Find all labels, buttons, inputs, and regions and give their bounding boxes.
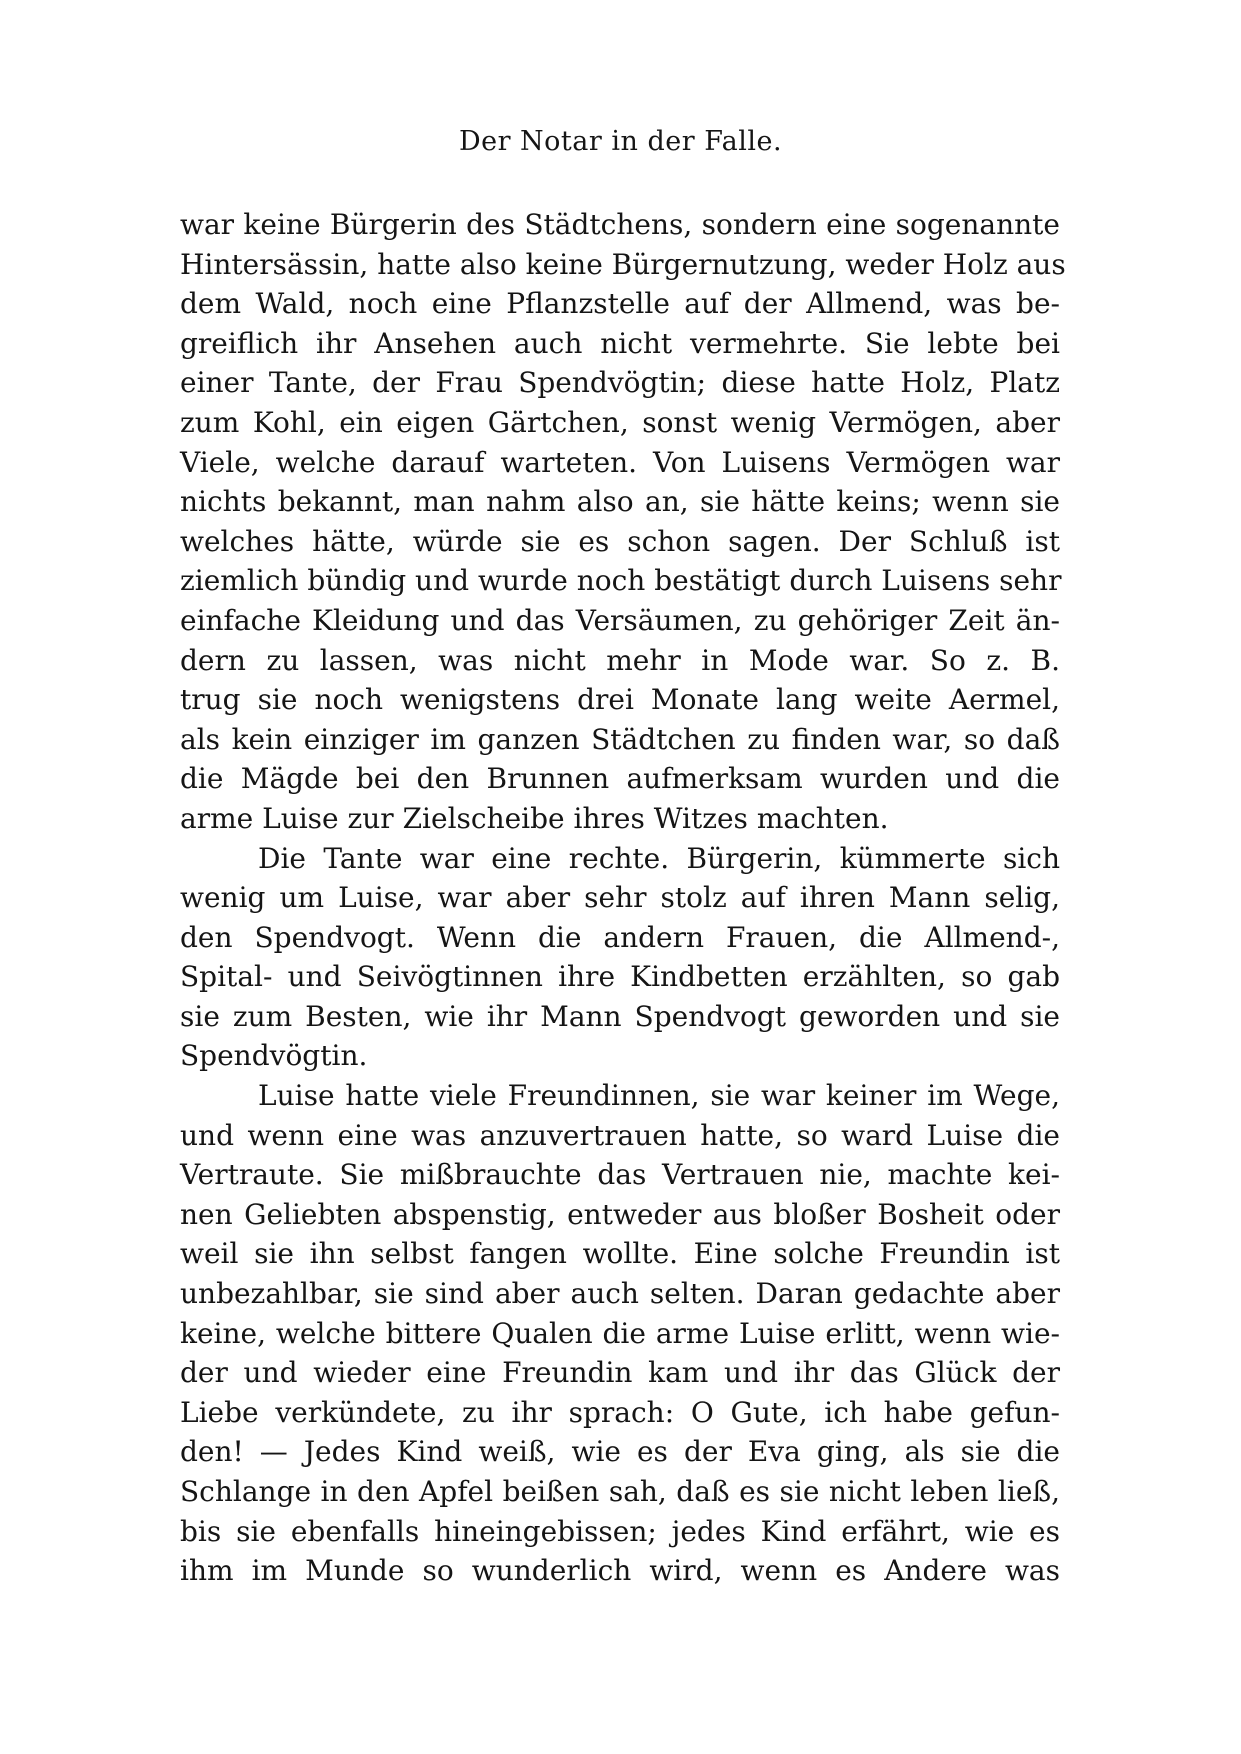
text-line: Spital- und Seivögtinnen ihre Kindbetten erzählten, so gab bbox=[180, 960, 1060, 994]
text-line: sie zum Besten, wie ihr Mann Spendvogt geworden und sie bbox=[180, 999, 1060, 1033]
text-line: den! — Jedes Kind weiß, wie es der Eva ging, als sie die bbox=[180, 1435, 1060, 1469]
text-line: die Mägde bei den Brunnen aufmerksam wurden und die bbox=[180, 762, 1060, 796]
text-line: ziemlich bündig und wurde noch bestätigt durch Luisens sehr bbox=[180, 564, 1062, 598]
text-line: keine, welche bittere Qualen die arme Luise erlitt, wenn wie- bbox=[180, 1316, 1060, 1350]
text-line: als kein einziger im ganzen Städtchen zu finden war, so daß bbox=[180, 722, 1060, 756]
text-line: Schlange in den Apfel beißen sah, daß es sie nicht leben ließ, bbox=[180, 1475, 1060, 1508]
text-line: nen Geliebten abspenstig, entweder aus bloßer Bosheit oder bbox=[180, 1197, 1060, 1231]
text-line: Hintersässin, hatte also keine Bürgernutzung, weder Holz aus bbox=[180, 247, 1066, 281]
text-line: nichts bekannt, man nahm also an, sie hätte keins; wenn sie bbox=[180, 485, 1060, 519]
text-line: Spendvögtin. bbox=[180, 1039, 368, 1073]
text-line: Liebe verkündete, zu ihr sprach: O Gute, ich habe gefun- bbox=[180, 1395, 1060, 1429]
text-line: zum Kohl, ein eigen Gärtchen, sonst wenig Vermögen, aber bbox=[180, 405, 1060, 439]
text-line: Vertraute. Sie mißbrauchte das Vertrauen nie, machte kei- bbox=[180, 1158, 1060, 1192]
text-line: greiflich ihr Ansehen auch nicht vermehrte. Sie lebte bei bbox=[180, 326, 1060, 360]
text-line: Die Tante war eine rechte. Bürgerin, kümmerte sich bbox=[258, 841, 1060, 875]
text-line: wenig um Luise, war aber sehr stolz auf ihren Mann selig, bbox=[180, 881, 1060, 915]
text-line: einfache Kleidung und das Versäumen, zu gehöriger Zeit än- bbox=[180, 603, 1060, 637]
text-line: unbezahlbar, sie sind aber auch selten. Daran gedachte aber bbox=[180, 1277, 1060, 1311]
text-line: den Spendvogt. Wenn die andern Frauen, die Allmend-, bbox=[180, 920, 1060, 954]
text-line: war keine Bürgerin des Städtchens, sondern eine sogenannte bbox=[180, 208, 1060, 241]
text-line: Viele, welche darauf warteten. Von Luisens Vermögen war bbox=[180, 445, 1060, 479]
text-line: einer Tante, der Frau Spendvögtin; diese hatte Holz, Platz bbox=[180, 366, 1060, 400]
running-head: Der Notar in der Falle. bbox=[458, 126, 783, 157]
text-line: welches hätte, würde sie es schon sagen. Der Schluß ist bbox=[180, 524, 1060, 558]
text-line: weil sie ihn selbst fangen wollte. Eine solche Freundin ist bbox=[180, 1237, 1060, 1271]
text-line: dern zu lassen, was nicht mehr in Mode war. So z. B. bbox=[180, 643, 1060, 677]
text-line: trug sie noch wenigstens drei Monate lang weite Aermel, bbox=[180, 683, 1060, 717]
text-line: arme Luise zur Zielscheibe ihres Witzes machten. bbox=[180, 801, 889, 835]
text-line: dem Wald, noch eine Pflanzstelle auf der Allmend, was be- bbox=[180, 287, 1060, 321]
text-line: bis sie ebenfalls hineingebissen; jedes Kind erfährt, wie es bbox=[180, 1514, 1060, 1548]
text-line: und wenn eine was anzuvertrauen hatte, so ward Luise die bbox=[180, 1118, 1060, 1152]
text-line: der und wieder eine Freundin kam und ihr das Glück der bbox=[180, 1356, 1060, 1390]
text-line: ihm im Munde so wunderlich wird, wenn es Andere was bbox=[180, 1554, 1060, 1588]
body-text bbox=[180, 205, 1066, 1591]
text-line: Luise hatte viele Freundinnen, sie war keiner im Wege, bbox=[258, 1079, 1060, 1113]
